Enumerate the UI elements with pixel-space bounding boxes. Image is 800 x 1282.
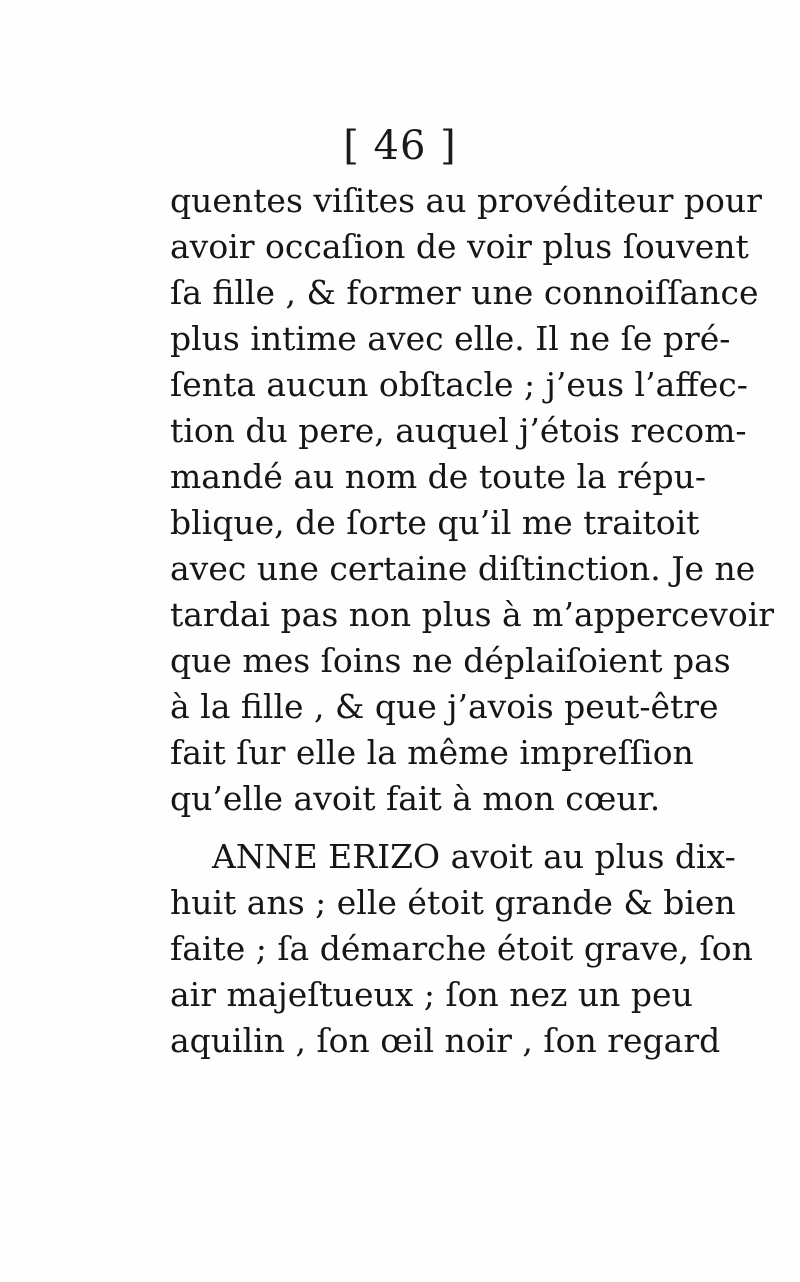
text-line: que mes ſoins ne déplaiſoient pas — [170, 641, 731, 680]
text-line: plus intime avec elle. Il ne ſe pré- — [170, 319, 731, 358]
text-line: huit ans ; elle étoit grande & bien — [170, 883, 736, 922]
text-line: mandé au nom de toute la répu- — [170, 457, 707, 496]
body-text — [170, 178, 775, 1064]
text-line: blique, de ſorte qu’il me traitoit — [170, 503, 700, 542]
text-line: quentes viſites au provéditeur pour — [170, 181, 762, 220]
text-line: aquilin , ſon œil noir , ſon regard — [170, 1021, 721, 1060]
text-line: qu’elle avoit fait à mon cœur. — [170, 779, 661, 818]
paragraph-2 — [170, 834, 753, 1064]
text-line: avoir occaſion de voir plus ſouvent — [170, 227, 749, 266]
text-line: fait ſur elle la même impreſſion — [170, 733, 694, 772]
text-line: ſa fille , & former une connoiſſance — [170, 273, 759, 312]
paragraph-1 — [170, 178, 775, 822]
text-line: ſenta aucun obſtacle ; j’eus l’affec- — [170, 365, 748, 404]
text-line: faite ; ſa démarche étoit grave, ſon — [170, 929, 753, 968]
text-line: avec une certaine diſtinction. Je ne — [170, 549, 756, 588]
text-line: ANNE ERIZO avoit au plus dix- — [212, 837, 736, 876]
text-line: tion du pere, auquel j’étois recom- — [170, 411, 747, 450]
text-line: air majeſtueux ; ſon nez un peu — [170, 975, 693, 1014]
paragraph-break — [170, 822, 690, 834]
text-line: tardai pas non plus à m’appercevoir — [170, 595, 775, 634]
page-number: [ 46 ] — [343, 123, 457, 169]
text-line: à la fille , & que j’avois peut-être — [170, 687, 719, 726]
